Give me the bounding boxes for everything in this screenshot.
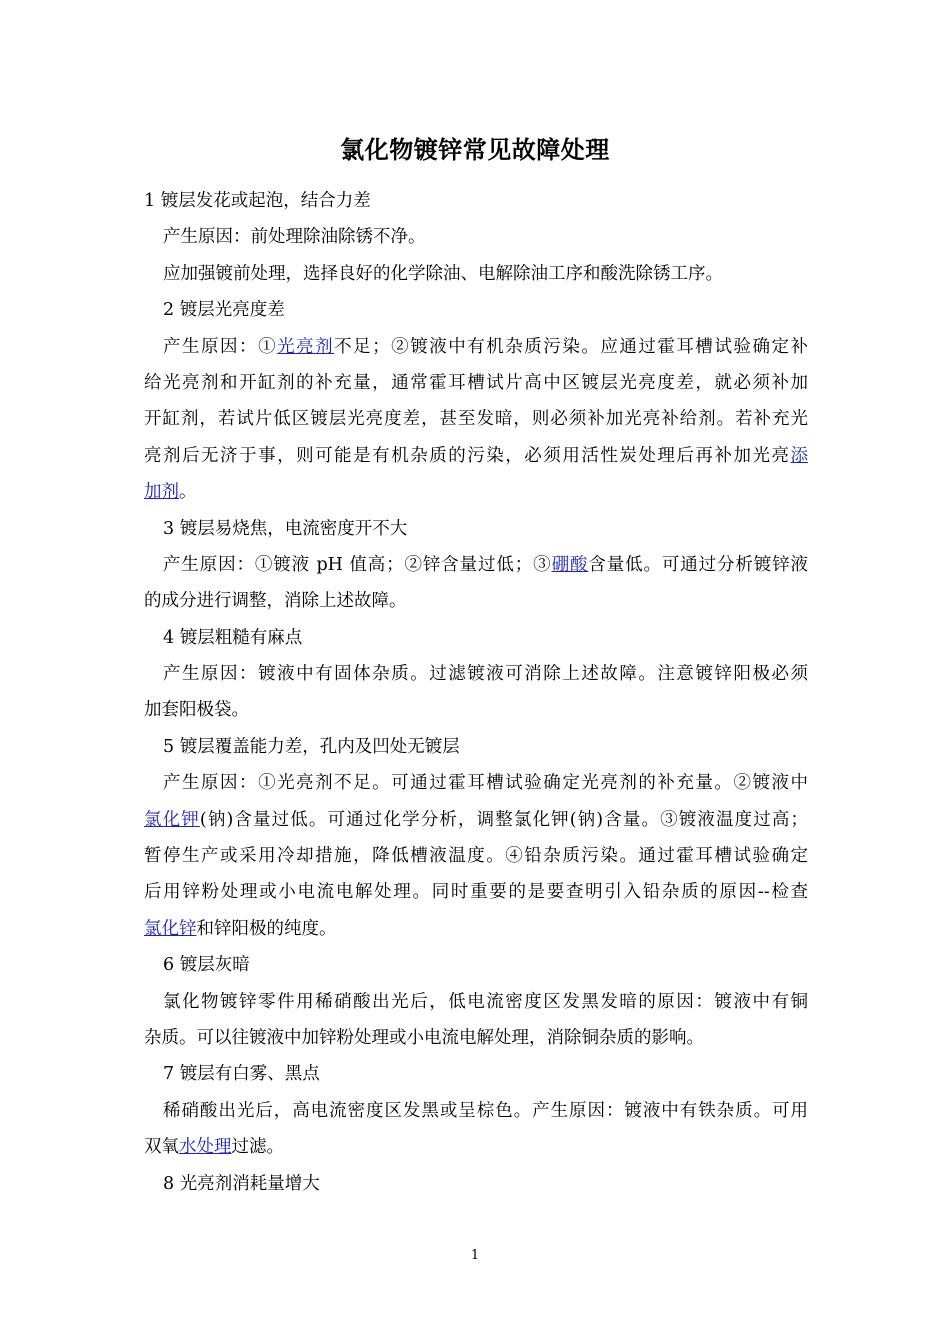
text-line: [144, 947, 808, 983]
document-title: 氯化物镀锌常见故障处理: [340, 135, 610, 164]
keyword-link[interactable]: 添: [790, 445, 808, 466]
text-segment: 4 镀层粗糙有麻点: [163, 627, 303, 648]
text-line: [144, 292, 808, 328]
text-segment: 产生原因：前处理除油除锈不净。: [163, 227, 426, 248]
text-segment: 含量低。可通过分析镀锌液: [588, 554, 809, 575]
text-segment: 氯化物镀锌零件用稀硝酸出光后，低电流密度区发黑发暗的原因：镀液中有铜: [163, 991, 808, 1012]
text-segment: 产生原因：①光亮剂不足。可通过霍耳槽试验确定光亮剂的补充量。②镀液中: [163, 773, 808, 794]
keyword-link[interactable]: 水处理: [179, 1137, 232, 1158]
text-segment: 1 镀层发花或起泡，结合力差: [144, 191, 371, 211]
text-segment: 加套阳极袋。: [144, 700, 249, 721]
text-line: [144, 474, 808, 510]
keyword-link[interactable]: 光亮剂: [277, 336, 335, 357]
text-line: [144, 1093, 808, 1129]
text-segment: 的成分进行调整，消除上述故障。: [144, 591, 407, 612]
text-segment: 5 镀层覆盖能力差，孔内及凹处无镀层: [163, 736, 460, 757]
keyword-link[interactable]: 氯化钾: [144, 809, 200, 830]
text-segment: 8 光亮剂消耗量增大: [163, 1173, 320, 1194]
text-line: [144, 838, 808, 874]
text-segment: 产生原因：镀液中有固体杂质。过滤镀液可消除上述故障。注意镀锌阳极必须: [163, 664, 808, 685]
text-line: [144, 1166, 808, 1202]
text-line: [144, 911, 808, 947]
text-segment: 暂停生产或采用冷却措施，降低槽液温度。④铅杂质污染。通过霍耳槽试验确定: [144, 846, 808, 867]
text-line: [144, 1129, 808, 1165]
document-body: [144, 183, 808, 1202]
text-line: [144, 547, 808, 583]
text-line: [144, 438, 808, 474]
text-line: [144, 874, 808, 910]
text-line: [144, 692, 808, 728]
keyword-link[interactable]: 硼酸: [551, 554, 589, 575]
text-line: [144, 329, 808, 365]
text-line: [144, 401, 808, 437]
page-number: 1: [470, 1248, 480, 1263]
text-line: [144, 729, 808, 765]
text-segment: 。: [179, 482, 197, 503]
text-segment: 开缸剂，若试片低区镀层光亮度差，甚至发暗，则必须补加光亮补给剂。若补充光: [144, 409, 808, 430]
text-line: [144, 1020, 808, 1056]
keyword-link[interactable]: 氯化锌: [144, 918, 197, 939]
text-segment: 稀硝酸出光后，高电流密度区发黑或呈棕色。产生原因：镀液中有铁杂质。可用: [163, 1100, 808, 1121]
keyword-link[interactable]: 加剂: [144, 482, 179, 503]
text-segment: 不足；②镀液中有机杂质污染。应通过霍耳槽试验确定补: [334, 336, 809, 357]
text-segment: 和锌阳极的纯度。: [196, 918, 337, 939]
text-segment: 2 镀层光亮度差: [163, 300, 285, 321]
text-segment: 杂质。可以往镀液中加锌粉处理或小电流电解处理，消除铜杂质的影响。: [144, 1027, 704, 1048]
text-line: [144, 511, 808, 547]
text-line: [144, 583, 808, 619]
text-segment: (钠)含量过低。可通过化学分析，调整氯化钾(钠)含量。③镀液温度过高；: [199, 809, 809, 830]
text-line: [144, 620, 808, 656]
text-line: [144, 765, 808, 801]
text-line: [144, 256, 808, 292]
text-line: [144, 365, 808, 401]
text-line: [144, 1056, 808, 1092]
text-segment: 双氧: [144, 1137, 179, 1158]
text-segment: 亮剂后无济于事，则可能是有机杂质的污染，必须用活性炭处理后再补加光亮: [144, 445, 791, 466]
text-segment: 7 镀层有白雾、黑点: [163, 1064, 320, 1085]
text-segment: 3 镀层易烧焦，电流密度开不大: [163, 518, 408, 539]
text-segment: 应加强镀前处理，选择良好的化学除油、电解除油工序和酸洗除锈工序。: [163, 263, 723, 284]
text-segment: 后用锌粉处理或小电流电解处理。同时重要的是要查明引入铅杂质的原因--检查: [144, 882, 808, 903]
text-line: [144, 183, 808, 219]
text-segment: 产生原因：①: [163, 336, 278, 357]
text-line: [144, 656, 808, 692]
text-line: [144, 219, 808, 255]
text-line: [144, 984, 808, 1020]
text-segment: 产生原因：①镀液 pH 值高；②锌含量过低；③: [163, 554, 552, 575]
text-segment: 过滤。: [231, 1137, 284, 1158]
text-line: [144, 802, 808, 838]
text-segment: 6 镀层灰暗: [163, 955, 250, 976]
text-segment: 给光亮剂和开缸剂的补充量，通常霍耳槽试片高中区镀层光亮度差，就必须补加: [144, 372, 808, 393]
